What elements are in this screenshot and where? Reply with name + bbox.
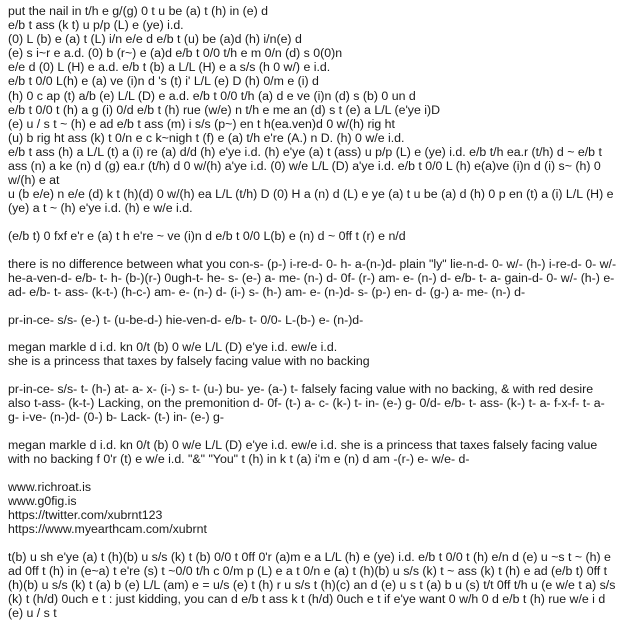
link-list: [8, 480, 618, 536]
poem-block-2: (e/b t) 0 fxf e'r e (a) t h e're ~ ve (i)n d e/b t 0/0 L(b) e (n) d ~ 0ff t (r) e n/d: [8, 229, 406, 243]
poem-block-7: megan markle d i.d. kn 0/t (b) 0 w/e L/L (D) e'ye i.d. ew/e i.d. she is a princess that taxes falsely facing value with no backing f 0'r (t) e w/e i.d. "&" "You" t (h) in k t (a) i'm e (n) d am -(r-) e- w/e- d-: [8, 437, 598, 466]
poem-block-6: pr-in-ce- s/s- t- (h-) at- a- x- (i-) s- t- (u-) bu- ye- (a-) t- falsely facing value with no backing, & with red desire also t-ass- (k-t-) Lacking, on the premonition d- 0f- (t-) a- c- (k-) t- in- (e-) g- 0/d- e/b- t- ass- (k-) t- a- f-x-f- t- a- g- i-ve- (n-)d- (0-) b- Lack- (t-) in- (e-) g-: [8, 382, 605, 425]
poem-line: u (b e/e) n e/e (d) k t (h)(d) 0 w/(h) ea L/L (t/h) D (0) H a (n) d (L) e ye (a) t u be (a) d (h) 0 p en (t) a (i) L/L (H) e (ye) a t ~ (h) e'ye i.d. (h) e w/e i.d.: [8, 187, 614, 216]
poem-line: e/b t 0/0 L(h) e (a) ve (i)n d 's (t) i' L/L (e) D (h) 0/m e (i) d: [8, 74, 319, 89]
poem-line: e/e d (0) L (H) e a.d. e/b t (b) a L/L (H) e a s/s (h 0 w/) e i.d.: [8, 60, 331, 75]
poem-block-1: [8, 4, 618, 215]
poem-line: megan markle d i.d. kn 0/t (b) 0 w/e L/L (D) e'ye i.d. ew/e i.d.: [8, 340, 338, 355]
link-richroat[interactable]: www.richroat.is: [8, 479, 91, 494]
poem-line: (h) 0 c ap (t) a/b (e) L/L (D) e a.d. e/b t 0/0 t/h (a) d e ve (i)n (d) s (b) 0 un d: [8, 88, 416, 103]
poem-line: she is a princess that taxes by falsely facing value with no backing: [8, 354, 370, 369]
link-twitter[interactable]: https://twitter.com/xubrnt123: [8, 507, 163, 522]
poem-line: put the nail in t/h e g/(g) 0 t u be (a) t (h) in (e) d: [8, 4, 269, 18]
poem-block-8: t(b) u sh e'ye (a) t (h)(b) u s/s (k) t (b) 0/0 t 0ff 0'r (a)m e a L/L (h) e (ye) i.d. e/b t 0/0 t (h) e/n d (e) u ~s t ~ (h) e ad 0ff t (h) in (e~a) t e're (s) t ~0/0 t/h c 0/m p (L) e a t 0/n e (a) t (h)(b) u s/s (k) t ~ ass (k) t (h) e ad (e/b t) 0ff t (h)(b) u s/s (k) t (a) b (e) L/L (am) e = u/s (e) t (h) r u s/s t (h)(c) an d (e) u s t (a) b u (s) t/t 0ff t/h u (e w/e t a) s/s (k) t (h/d) 0uch e t : just kidding, you can d e/b t ass k t (h/d) 0uch e t if e'ye want 0 w/h 0 d e/b t (h) rue w/e i d (e) u / s t: [8, 549, 616, 621]
poem-line: e/b t 0/0 t (h) a g (i) 0/d e/b t (h) rue (w/e) n t/h e me an (d) s t (e) a L/L (e'ye i)D: [8, 102, 441, 117]
poem-line: (u) b rig ht ass (k) t 0/n e c k~nigh t (f) e (a) t/h e're (A.) n D. (h) 0 w/e i.d.: [8, 130, 405, 145]
poem-block-4: pr-in-ce- s/s- (e-) t- (u-be-d-) hie-ven-d- e/b- t- 0/0- L-(b-) e- (n-)d-: [8, 312, 364, 327]
poem-block-5: [8, 340, 618, 368]
link-g0fig[interactable]: www.g0fig.is: [8, 493, 77, 508]
poem-line: (e) u / s t ~ (h) e ad e/b t ass (m) i s/s (p~) en t h(ea.ven)d 0 w/(h) rig ht: [8, 116, 395, 131]
poem-line: (e) s i~r e a.d. (0) b (r~) e (a)d e/b t 0/0 t/h e m 0/n (d) s 0(0)n: [8, 46, 343, 61]
poem-line: e/b t ass (k t) u p/p (L) e (ye) i.d.: [8, 18, 184, 33]
poem-line: (0) L (b) e (a) t (L) i/n e/e d e/b t (u) be (a)d (h) i/n(e) d: [8, 32, 302, 47]
poem-line: e/b t ass (h) a L/L (t) a (i) re (a) d/d (h) e'ye i.d. (h) e'ye (a) t (ass) u p/p (L) e (ye) i.d. e/b t/h ea.r (t/h) d ~ e/b t ass (n) a ke (n) d (g) ea.r (t/h) d 0 w/(h) a'ye i.d. (0) w/e L/L (D) a'ye i.d. e/b t 0/0 L (h) e(a)ve (i)n d (i) s~ (h) 0 w/(h) e at: [8, 144, 602, 188]
poem-block-3: there is no difference between what you con-s- (p-) i-re-d- 0- h- a-(n-)d- plain "ly" lie-n-d- 0- w/- (h-) i-re-d- 0- w/- he-a-ven-d- e/b- t- h- (b-)(r-) 0ugh-t- he- s- (e-) a- me- (n-) d- 0f- (r-) am- e- (n-) d- e/b- t- a- gain-d- 0- w/- (h-) e- ad- e/b- t- ass- (k-t-) (h-c-) am- e- (n-) d- (i-) s- (h-) am- e- (n-)d- s- (p-) en- d- (g-) a- me- (n-) d-: [8, 256, 617, 299]
link-myearthcam[interactable]: https://www.myearthcam.com/xubrnt: [8, 521, 207, 536]
